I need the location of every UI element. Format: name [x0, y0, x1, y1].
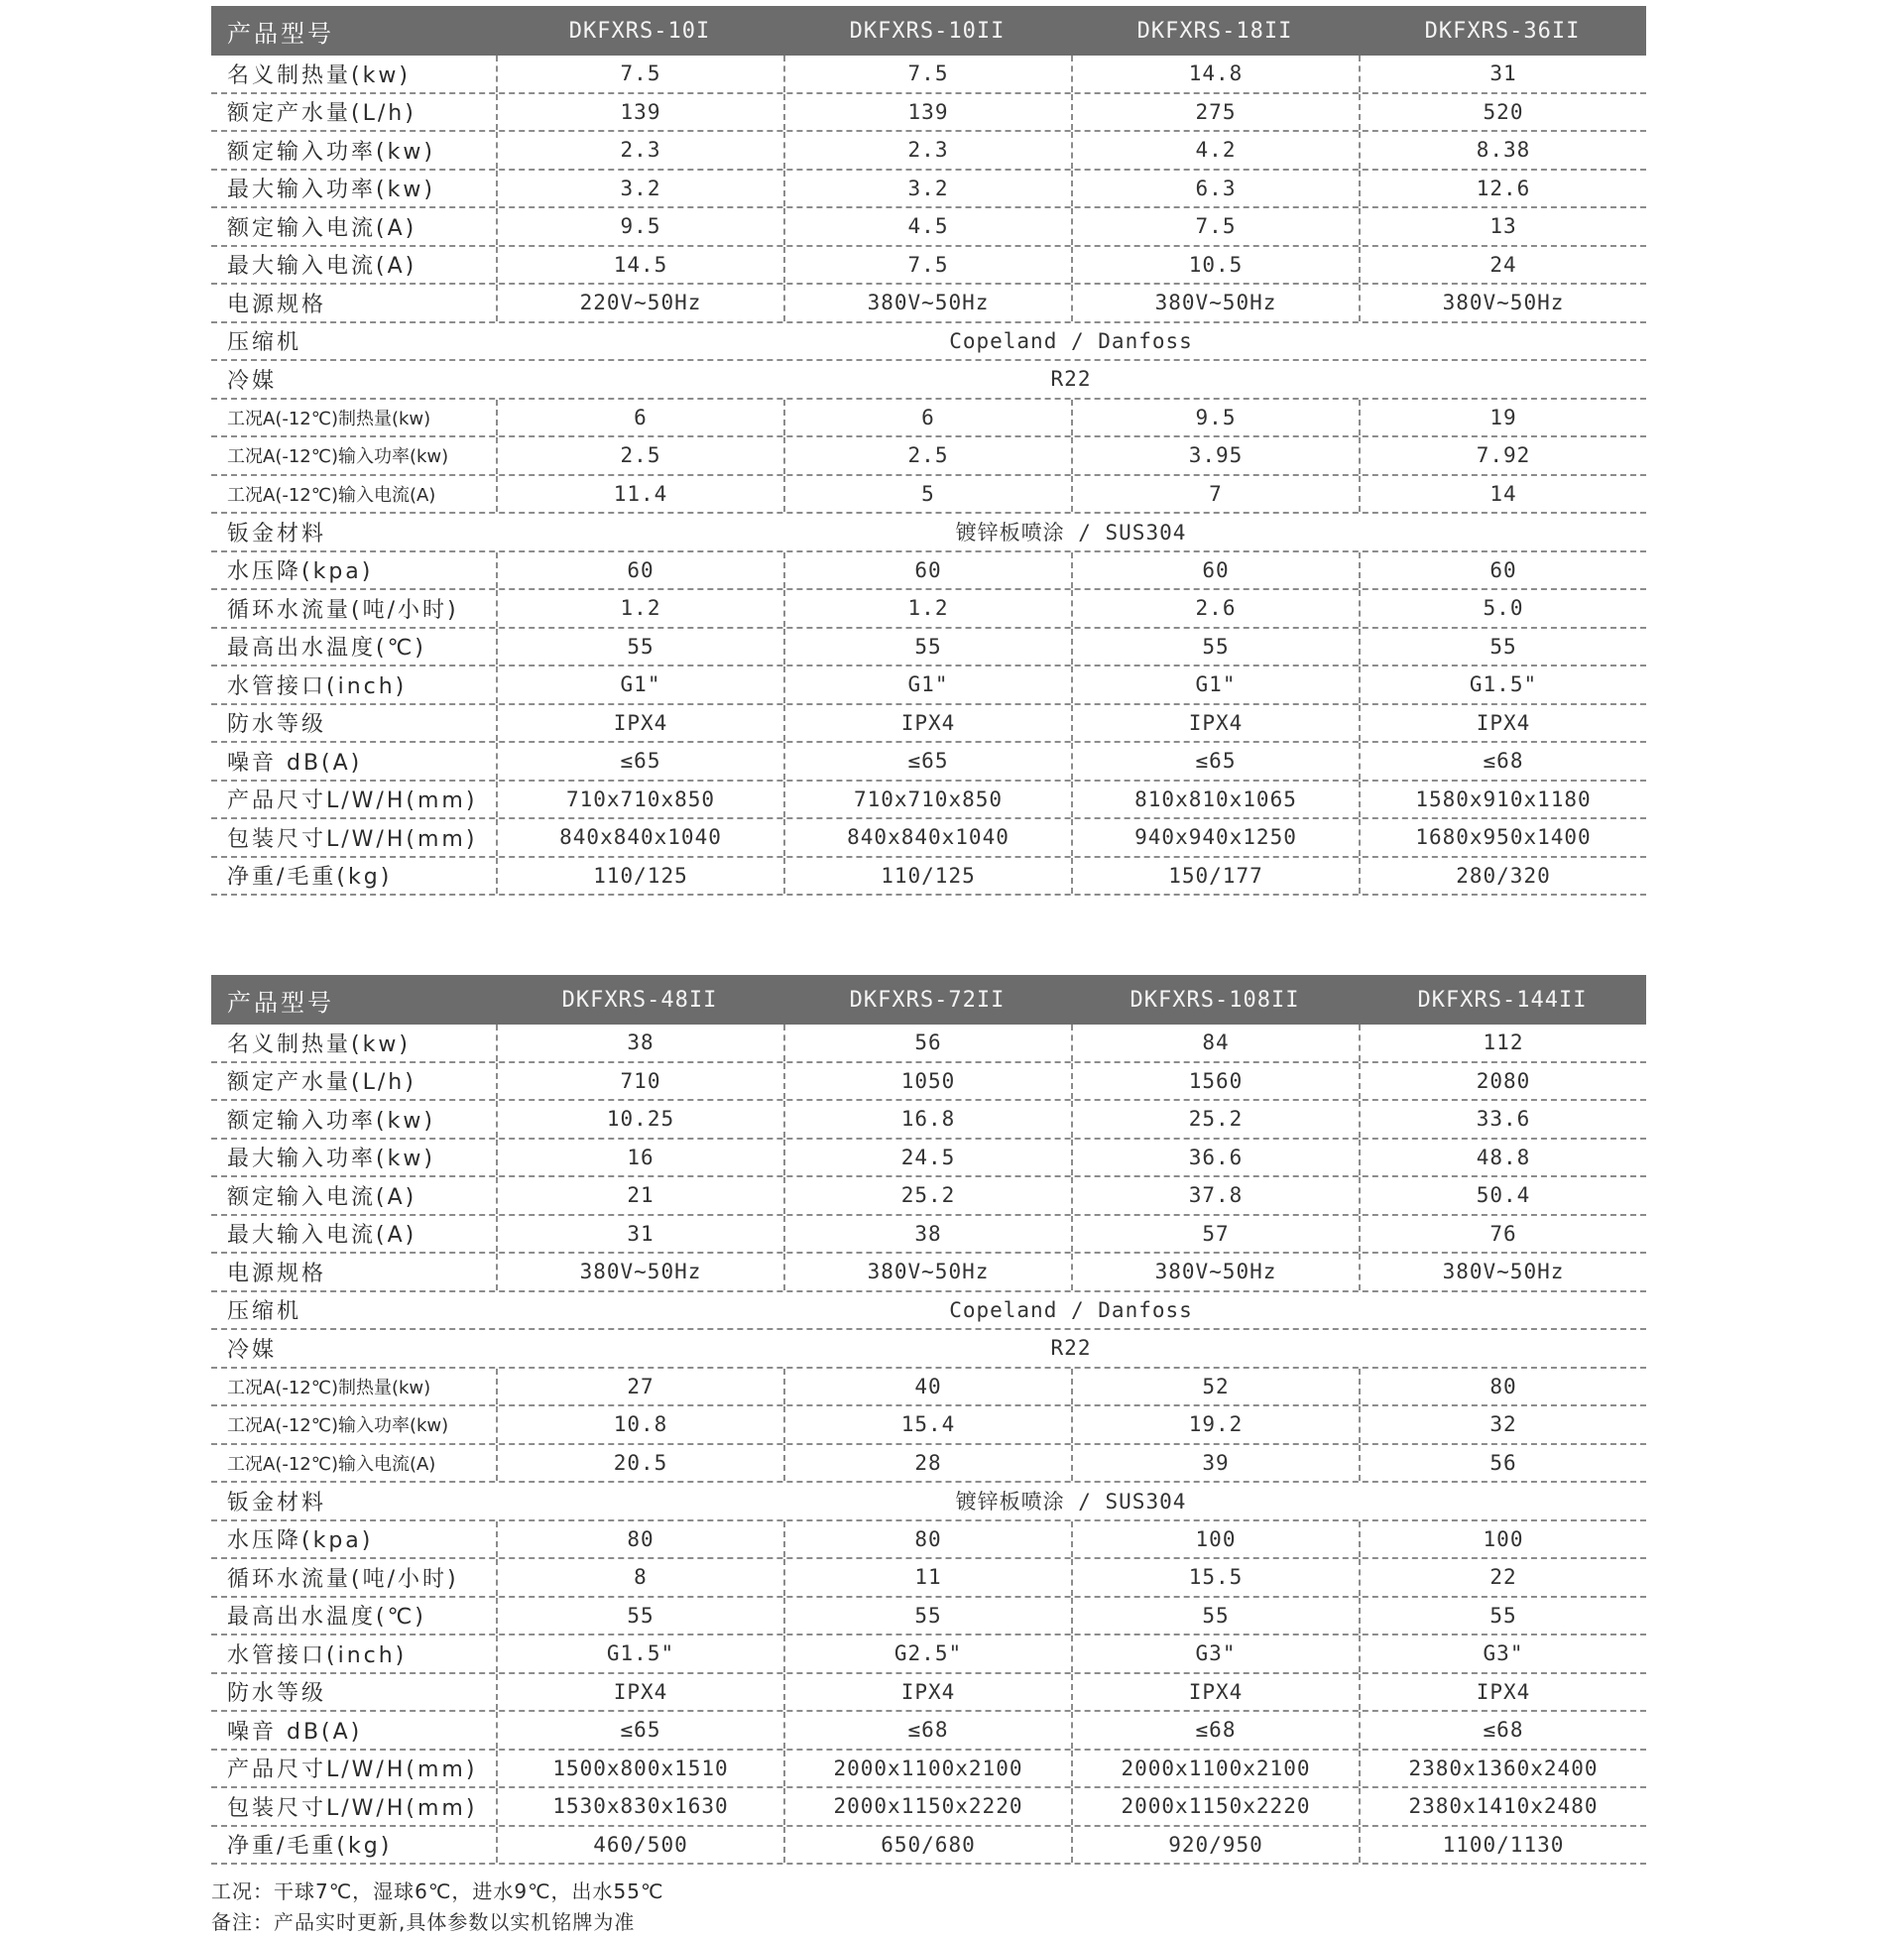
cell-value: 55: [496, 1598, 783, 1635]
cell-value: 2.5: [496, 437, 783, 474]
row-label: 循环水流量(吨/小时): [227, 597, 459, 623]
note-text: 干球7℃，湿球6℃，进水9℃，出水55℃: [274, 1879, 664, 1903]
merged-value: 镀锌板喷涂 / SUS304: [955, 521, 1187, 545]
cell-value: 39: [1071, 1445, 1359, 1482]
cell-value: 2000x1150x2220: [1071, 1788, 1359, 1825]
row-label: 包装尺寸L/W/H(mm): [227, 1795, 478, 1821]
row-label: 产品尺寸L/W/H(mm): [227, 788, 478, 814]
cell-value: 1500x800x1510: [496, 1751, 783, 1787]
cell-value: IPX4: [496, 705, 783, 742]
cell-value: 8.38: [1359, 132, 1646, 169]
cell-value: 15.5: [1071, 1559, 1359, 1596]
cell-value: 460/500: [496, 1827, 783, 1864]
cell-value: 840x840x1040: [783, 819, 1071, 856]
row-label: 净重/毛重(kg): [227, 1834, 393, 1860]
cell-value: 3.2: [783, 171, 1071, 207]
cell-value: 8: [496, 1559, 783, 1596]
row-label: 噪音 dB(A): [227, 1719, 363, 1745]
cell-value: 380V~50Hz: [1359, 1254, 1646, 1290]
note-label: 工况：: [211, 1879, 274, 1903]
cell-value: 380V~50Hz: [496, 1254, 783, 1290]
cell-value: 1.2: [496, 590, 783, 627]
table-row: [211, 361, 1646, 400]
table-row: [211, 1406, 1646, 1445]
cell-value: 940x940x1250: [1071, 819, 1359, 856]
model-name: DKFXRS-18II: [1136, 18, 1293, 44]
cell-value: ≤65: [783, 743, 1071, 780]
cell-value: G1.5": [1359, 666, 1646, 703]
cell-value: 2380x1360x2400: [1359, 1751, 1646, 1787]
cell-value: ≤68: [783, 1712, 1071, 1749]
row-label: 循环水流量(吨/小时): [227, 1566, 459, 1592]
cell-value: 31: [496, 1216, 783, 1253]
table-row: [211, 1216, 1646, 1255]
cell-value: 275: [1071, 94, 1359, 131]
row-label: 电源规格: [227, 292, 327, 317]
cell-value: IPX4: [1071, 1674, 1359, 1711]
cell-value: 810x810x1065: [1071, 782, 1359, 818]
table-row: [211, 1025, 1646, 1063]
model-name: DKFXRS-108II: [1130, 987, 1300, 1013]
table-header-row: [211, 975, 1646, 1025]
product-model-header: 产品型号: [227, 988, 334, 1017]
cell-value: 38: [496, 1025, 783, 1061]
cell-value: 25.2: [1071, 1101, 1359, 1138]
cell-value: 24.5: [783, 1140, 1071, 1176]
cell-value: 27: [496, 1369, 783, 1405]
cell-value: 1100/1130: [1359, 1827, 1646, 1864]
cell-value: IPX4: [783, 705, 1071, 742]
cell-value: 10.8: [496, 1406, 783, 1443]
cell-value: 1580x910x1180: [1359, 782, 1646, 818]
cell-value: 21: [496, 1177, 783, 1214]
cell-value: 55: [496, 629, 783, 666]
cell-value: 11: [783, 1559, 1071, 1596]
cell-value: 920/950: [1071, 1827, 1359, 1864]
cell-value: 76: [1359, 1216, 1646, 1253]
cell-value: 139: [783, 94, 1071, 131]
cell-value: 6: [496, 400, 783, 436]
row-label: 防水等级: [227, 1681, 327, 1707]
spec-table-2: [211, 975, 1646, 1865]
row-label: 冷媒: [227, 368, 278, 394]
table-row: [211, 1827, 1646, 1866]
cell-value: G3": [1071, 1635, 1359, 1672]
cell-value: 14.5: [496, 247, 783, 284]
cell-value: 13: [1359, 208, 1646, 245]
row-label: 冷媒: [227, 1337, 278, 1363]
merged-value: Copeland / Danfoss: [949, 328, 1193, 353]
row-label: 额定输入功率(kw): [227, 1108, 435, 1134]
cell-value: 57: [1071, 1216, 1359, 1253]
cell-value: 380V~50Hz: [1071, 1254, 1359, 1290]
cell-value: 840x840x1040: [496, 819, 783, 856]
cell-value: 32: [1359, 1406, 1646, 1443]
cell-value: G1": [496, 666, 783, 703]
note-text: 产品实时更新,具体参数以实机铭牌为准: [274, 1910, 636, 1934]
row-label: 最大输入功率(kw): [227, 178, 435, 203]
model-name: DKFXRS-48II: [561, 987, 718, 1013]
model-name: DKFXRS-144II: [1417, 987, 1588, 1013]
table-row: [211, 1063, 1646, 1102]
table-row: [211, 1598, 1646, 1636]
cell-value: 10.25: [496, 1101, 783, 1138]
table-row: [211, 247, 1646, 286]
cell-value: 14.8: [1071, 56, 1359, 92]
model-name: DKFXRS-72II: [849, 987, 1006, 1013]
merged-value: R22: [1050, 1336, 1092, 1361]
cell-value: G2.5": [783, 1635, 1071, 1672]
cell-value: 2000x1100x2100: [783, 1751, 1071, 1787]
cell-value: ≤65: [1071, 743, 1359, 780]
table-row: [211, 743, 1646, 782]
cell-value: 1.2: [783, 590, 1071, 627]
cell-value: 150/177: [1071, 858, 1359, 895]
cell-value: 55: [783, 1598, 1071, 1635]
cell-value: ≤65: [496, 743, 783, 780]
merged-value: 镀锌板喷涂 / SUS304: [955, 1490, 1187, 1514]
cell-value: 11.4: [496, 476, 783, 513]
cell-value: 110/125: [783, 858, 1071, 895]
merged-value: Copeland / Danfoss: [949, 1297, 1193, 1322]
table-row: [211, 1445, 1646, 1484]
cell-value: 60: [1071, 552, 1359, 589]
table-row: [211, 629, 1646, 667]
table-row: [211, 514, 1646, 552]
cell-value: 14: [1359, 476, 1646, 513]
cell-value: 56: [1359, 1445, 1646, 1482]
cell-value: 710x710x850: [783, 782, 1071, 818]
table-row: [211, 1788, 1646, 1827]
cell-value: 24: [1359, 247, 1646, 284]
row-label: 水管接口(inch): [227, 673, 408, 699]
table-row: [211, 1635, 1646, 1674]
cell-value: IPX4: [496, 1674, 783, 1711]
table-row: [211, 171, 1646, 209]
table-row: [211, 590, 1646, 629]
row-label: 净重/毛重(kg): [227, 865, 393, 891]
cell-value: G1": [1071, 666, 1359, 703]
cell-value: 80: [783, 1521, 1071, 1558]
cell-value: 6.3: [1071, 171, 1359, 207]
row-label: 水管接口(inch): [227, 1642, 408, 1668]
table-row: [211, 400, 1646, 438]
cell-value: 60: [496, 552, 783, 589]
row-label: 压缩机: [227, 1299, 302, 1325]
row-label: 额定输入电流(A): [227, 215, 417, 241]
cell-value: 16.8: [783, 1101, 1071, 1138]
cell-value: 6: [783, 400, 1071, 436]
table-row: [211, 476, 1646, 515]
row-label: 水压降(kpa): [227, 1528, 374, 1554]
table-row: [211, 1369, 1646, 1407]
table-row: [211, 666, 1646, 705]
cell-value: 12.6: [1359, 171, 1646, 207]
cell-value: 220V~50Hz: [496, 285, 783, 321]
cell-value: 36.6: [1071, 1140, 1359, 1176]
table-row: [211, 1674, 1646, 1713]
cell-value: 380V~50Hz: [1071, 285, 1359, 321]
cell-value: 55: [783, 629, 1071, 666]
cell-value: 710x710x850: [496, 782, 783, 818]
cell-value: ≤68: [1359, 743, 1646, 780]
table-row: [211, 1101, 1646, 1140]
row-label: 名义制热量(kw): [227, 62, 411, 88]
table-row: [211, 1712, 1646, 1751]
cell-value: 80: [496, 1521, 783, 1558]
cell-value: 139: [496, 94, 783, 131]
cell-value: 5.0: [1359, 590, 1646, 627]
cell-value: 7.5: [1071, 208, 1359, 245]
cell-value: 52: [1071, 1369, 1359, 1405]
cell-value: G1.5": [496, 1635, 783, 1672]
cell-value: 55: [1071, 1598, 1359, 1635]
cell-value: 380V~50Hz: [1359, 285, 1646, 321]
cell-value: ≤68: [1071, 1712, 1359, 1749]
cell-value: ≤65: [496, 1712, 783, 1749]
row-label: 压缩机: [227, 330, 302, 356]
cell-value: 5: [783, 476, 1071, 513]
table-row: [211, 323, 1646, 362]
cell-value: 7.5: [783, 56, 1071, 92]
cell-value: 50.4: [1359, 1177, 1646, 1214]
row-label: 最大输入电流(A): [227, 1223, 417, 1249]
cell-value: 2.5: [783, 437, 1071, 474]
row-label: 产品尺寸L/W/H(mm): [227, 1757, 478, 1783]
cell-value: 2000x1150x2220: [783, 1788, 1071, 1825]
cell-value: 380V~50Hz: [783, 1254, 1071, 1290]
cell-value: 3.95: [1071, 437, 1359, 474]
model-name: DKFXRS-10II: [849, 18, 1006, 44]
cell-value: 33.6: [1359, 1101, 1646, 1138]
cell-value: IPX4: [783, 1674, 1071, 1711]
table-row: [211, 819, 1646, 858]
cell-value: 55: [1359, 1598, 1646, 1635]
table-row: [211, 782, 1646, 820]
table-row: [211, 1292, 1646, 1331]
cell-value: 84: [1071, 1025, 1359, 1061]
row-label: 额定输入电流(A): [227, 1184, 417, 1210]
note-working-condition: [211, 1877, 1904, 1907]
cell-value: 55: [1359, 629, 1646, 666]
cell-value: 16: [496, 1140, 783, 1176]
table-row: [211, 705, 1646, 744]
row-label: 噪音 dB(A): [227, 750, 363, 776]
cell-value: 31: [1359, 56, 1646, 92]
cell-value: 60: [783, 552, 1071, 589]
cell-value: 710: [496, 1063, 783, 1100]
cell-value: 112: [1359, 1025, 1646, 1061]
cell-value: G1": [783, 666, 1071, 703]
row-label: 工况A(-12℃)输入电流(A): [227, 1453, 436, 1475]
cell-value: 9.5: [1071, 400, 1359, 436]
product-model-header: 产品型号: [227, 19, 334, 48]
table-row: [211, 1330, 1646, 1369]
row-label: 额定产水量(L/h): [227, 101, 416, 127]
row-label: 水压降(kpa): [227, 559, 374, 585]
cell-value: 100: [1071, 1521, 1359, 1558]
row-label: 钣金材料: [227, 1490, 327, 1515]
table-row: [211, 1254, 1646, 1292]
table-row: [211, 1177, 1646, 1216]
row-label: 防水等级: [227, 712, 327, 738]
table-row: [211, 1140, 1646, 1178]
table-row: [211, 858, 1646, 897]
model-name: DKFXRS-36II: [1424, 18, 1581, 44]
row-label: 名义制热量(kw): [227, 1031, 411, 1057]
table-row: [211, 56, 1646, 94]
cell-value: IPX4: [1359, 1674, 1646, 1711]
table-row: [211, 208, 1646, 247]
row-label: 最大输入电流(A): [227, 254, 417, 280]
cell-value: 2080: [1359, 1063, 1646, 1100]
cell-value: 2.3: [496, 132, 783, 169]
spec-table-1: [211, 6, 1646, 896]
cell-value: 2380x1410x2480: [1359, 1788, 1646, 1825]
cell-value: 7.5: [496, 56, 783, 92]
cell-value: 4.5: [783, 208, 1071, 245]
footer-notes: [211, 1877, 1904, 1938]
row-label: 包装尺寸L/W/H(mm): [227, 826, 478, 852]
row-label: 钣金材料: [227, 521, 327, 546]
cell-value: 1050: [783, 1063, 1071, 1100]
merged-value: R22: [1050, 367, 1092, 392]
table-row: [211, 1521, 1646, 1560]
note-label: 备注：: [211, 1910, 274, 1934]
cell-value: 110/125: [496, 858, 783, 895]
cell-value: 10.5: [1071, 247, 1359, 284]
cell-value: 19.2: [1071, 1406, 1359, 1443]
cell-value: 7.92: [1359, 437, 1646, 474]
row-label: 电源规格: [227, 1261, 327, 1286]
cell-value: 4.2: [1071, 132, 1359, 169]
table-row: [211, 94, 1646, 133]
cell-value: 48.8: [1359, 1140, 1646, 1176]
cell-value: 37.8: [1071, 1177, 1359, 1214]
note-remark: [211, 1907, 1904, 1938]
row-label: 工况A(-12℃)制热量(kw): [227, 408, 431, 429]
table-header-row: [211, 6, 1646, 56]
row-label: 工况A(-12℃)输入功率(kw): [227, 1415, 449, 1437]
row-label: 额定产水量(L/h): [227, 1070, 416, 1096]
cell-value: 56: [783, 1025, 1071, 1061]
cell-value: 100: [1359, 1521, 1646, 1558]
cell-value: 280/320: [1359, 858, 1646, 895]
cell-value: 9.5: [496, 208, 783, 245]
cell-value: 2.3: [783, 132, 1071, 169]
cell-value: 3.2: [496, 171, 783, 207]
cell-value: 1560: [1071, 1063, 1359, 1100]
cell-value: IPX4: [1359, 705, 1646, 742]
row-label: 工况A(-12℃)制热量(kw): [227, 1377, 431, 1398]
row-label: 工况A(-12℃)输入功率(kw): [227, 446, 449, 468]
cell-value: 40: [783, 1369, 1071, 1405]
cell-value: 25.2: [783, 1177, 1071, 1214]
row-label: 最高出水温度(℃): [227, 1605, 426, 1631]
row-label: 额定输入功率(kw): [227, 139, 435, 165]
cell-value: 7: [1071, 476, 1359, 513]
cell-value: 2000x1100x2100: [1071, 1751, 1359, 1787]
table-row: [211, 1559, 1646, 1598]
cell-value: 22: [1359, 1559, 1646, 1596]
table-row: [211, 132, 1646, 171]
cell-value: 520: [1359, 94, 1646, 131]
table-row: [211, 437, 1646, 476]
cell-value: 15.4: [783, 1406, 1071, 1443]
cell-value: 2.6: [1071, 590, 1359, 627]
table-row: [211, 285, 1646, 323]
cell-value: 20.5: [496, 1445, 783, 1482]
cell-value: IPX4: [1071, 705, 1359, 742]
cell-value: 1680x950x1400: [1359, 819, 1646, 856]
cell-value: 38: [783, 1216, 1071, 1253]
cell-value: 1530x830x1630: [496, 1788, 783, 1825]
cell-value: 7.5: [783, 247, 1071, 284]
row-label: 工况A(-12℃)输入电流(A): [227, 484, 436, 506]
cell-value: ≤68: [1359, 1712, 1646, 1749]
table-row: [211, 552, 1646, 591]
cell-value: G3": [1359, 1635, 1646, 1672]
cell-value: 380V~50Hz: [783, 285, 1071, 321]
cell-value: 80: [1359, 1369, 1646, 1405]
cell-value: 650/680: [783, 1827, 1071, 1864]
cell-value: 28: [783, 1445, 1071, 1482]
table-row: [211, 1483, 1646, 1521]
cell-value: 55: [1071, 629, 1359, 666]
table-row: [211, 1751, 1646, 1789]
cell-value: 60: [1359, 552, 1646, 589]
model-name: DKFXRS-10I: [568, 18, 711, 44]
cell-value: 19: [1359, 400, 1646, 436]
row-label: 最大输入功率(kw): [227, 1147, 435, 1172]
row-label: 最高出水温度(℃): [227, 636, 426, 662]
